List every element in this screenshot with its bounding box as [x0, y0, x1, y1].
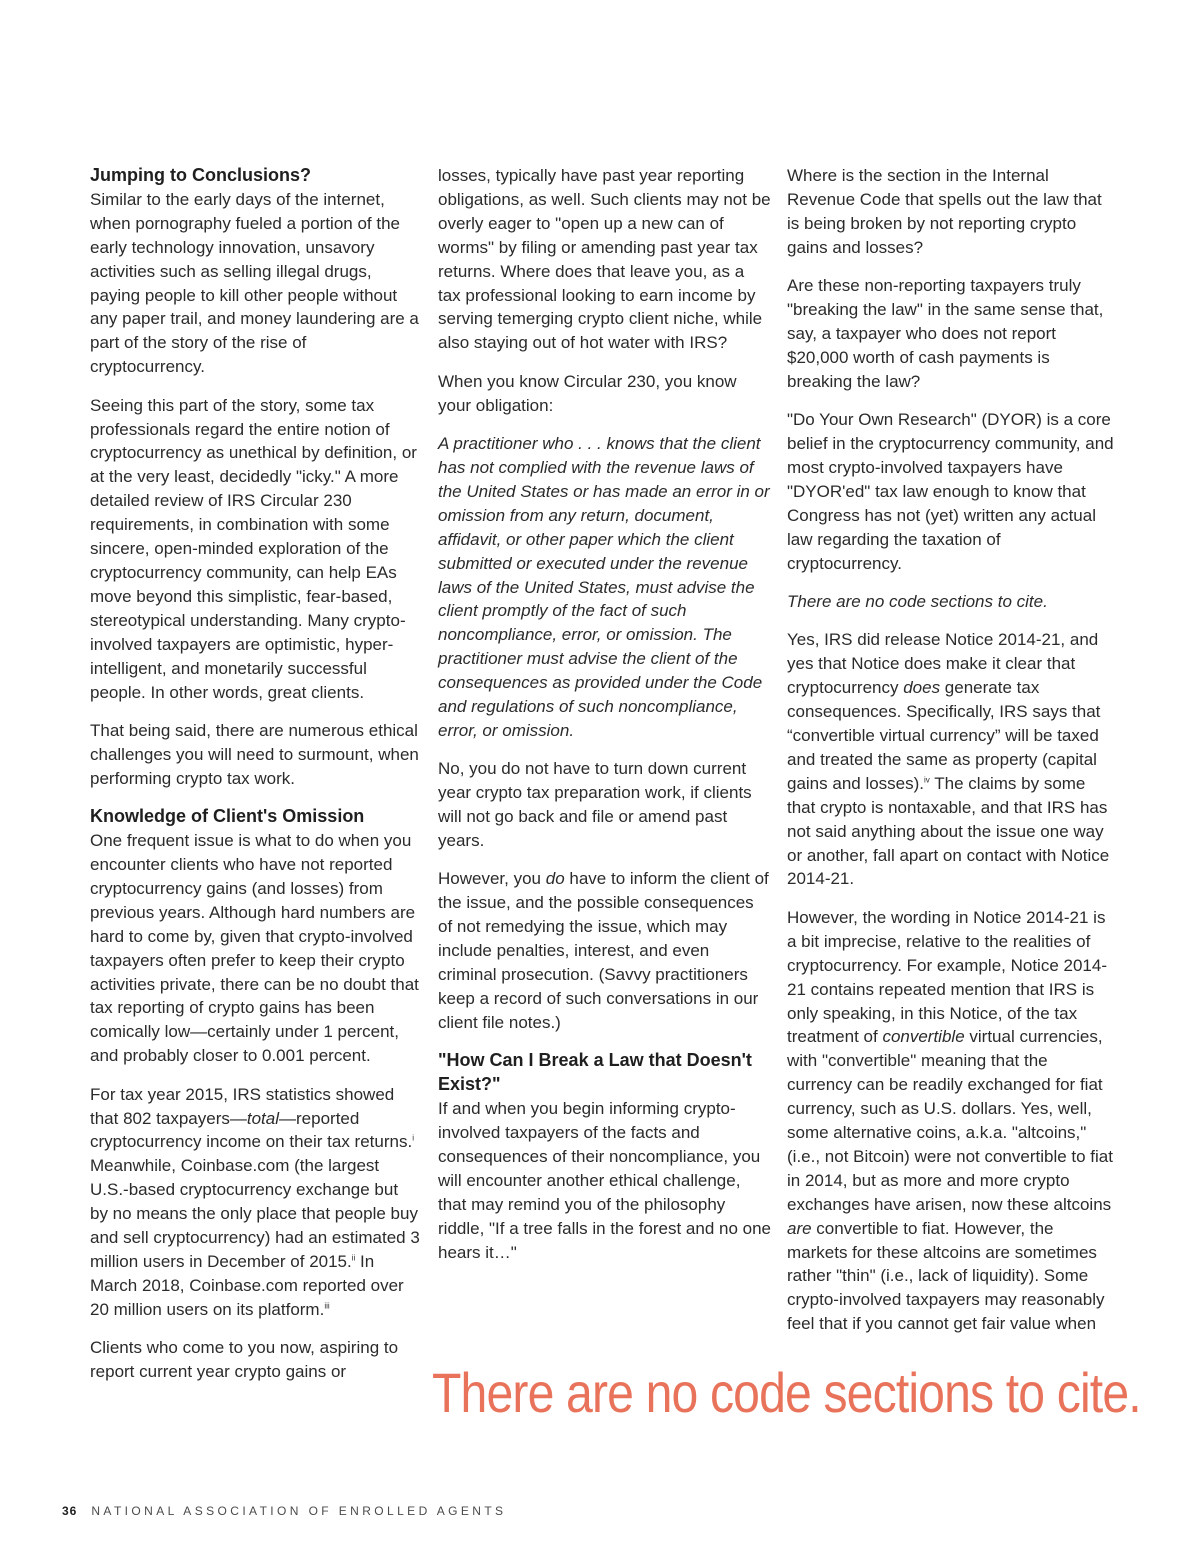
- paragraph: If and when you begin informing crypto-involved taxpayers of the facts and consequences of their noncompliance, you will encounter another ethical challenge, that may remind you of the philosophy riddle, "If a tree falls in the forest and no one hears it…": [438, 1099, 772, 1262]
- heading-jumping-to-conclusions: Jumping to Conclusions?: [90, 165, 311, 185]
- paragraph: One frequent issue is what to do when you encounter clients who have not reported cryptocurrency gains (and losses) from previous years. Although hard numbers are hard to come by, given that crypto-involved taxpayers often prefer to keep their crypto activities private, there can be no doubt that tax reporting of crypto gains has been comically low—certainly under 1 percent, and probably closer to 0.001 percent.: [90, 831, 419, 1066]
- endnote-ref-i: i: [412, 1133, 414, 1143]
- endnote-ref-ii: ii: [351, 1253, 356, 1263]
- endnote-ref-iv: iv: [924, 775, 930, 785]
- paragraph: Where is the section in the Internal Revenue Code that spells out the law that is being broken by not reporting crypto gains and losses?: [787, 166, 1102, 257]
- circular-230-quote: A practitioner who . . . knows that the client has not complied with the revenue laws of the United States or has made an error in or omission from any return, document, affidavit, or other paper which the client submitted or executed under the revenue laws of the United States, must advise the client promptly of the fact of such noncompliance, error, or omission. The practitioner must advise the client of the consequences as provided under the Code and regulations of such noncompliance, error, or omission.: [438, 434, 770, 740]
- emphasis-does: does: [903, 678, 941, 698]
- text-run: However, the wording in Notice 2014-21 is a bit imprecise, relative to the realities of cryptocurrency. For example, Notice 2014-21 contains repeated mention that IRS is only speaking, in this Notice, of the tax treatment of: [787, 907, 1107, 1047]
- emphasis-total: total: [246, 1108, 280, 1128]
- publication-name: NATIONAL ASSOCIATION OF ENROLLED AGENTS: [91, 1504, 507, 1518]
- column-3: [787, 164, 1117, 1351]
- text-run: Meanwhile, Coinbase.com (the largest U.S.-based cryptocurrency exchange but by no means the only place that people buy and sell cryptocurrency) had an estimated 3 million users in December of 2015.: [90, 1156, 420, 1271]
- paragraph: When you know Circular 230, you know your obligation:: [438, 371, 737, 415]
- text-run: have to inform the client of the issue, and the possible consequences of not remedying the issue, which may include penalties, interest, and even criminal prosecution. (Savvy practitioners keep a record of such conversations in our client file notes.): [438, 869, 769, 1032]
- paragraph-no-code-sections: There are no code sections to cite.: [787, 592, 1048, 611]
- paragraph: losses, typically have past year reporting obligations, as well. Such clients may not be overly eager to "open up a new can of worms" by filing or amending past year tax returns. Where does that leave you, as a tax professional looking to earn income by serving temerging crypto client niche, while also staying out of hot water with IRS?: [438, 166, 771, 353]
- endnote-ref-iii: iii: [324, 1301, 330, 1311]
- heading-knowledge-of-clients-omission: Knowledge of Client's Omission: [90, 806, 365, 827]
- paragraph: That being said, there are numerous ethical challenges you will need to surmount, when performing crypto tax work.: [90, 720, 419, 788]
- text-run: generate tax consequences. Specifically, IRS says that “convertible virtual currency” will be taxed and treated the same as property (capital gains and losses).: [787, 678, 1101, 793]
- paragraph: Are these non-reporting taxpayers truly "breaking the law" in the same sense that, say, a taxpayer who does not report $20,000 worth of cash payments is breaking the law?: [787, 276, 1104, 391]
- text-run: The claims by some that crypto is nontaxable, and that IRS has not said anything about the issue one way or another, fall apart on contact with Notice 2014-21.: [787, 773, 1110, 889]
- text-run: Yes, IRS did release Notice 2014-21, and yes that Notice does make it clear that cryptocurrency: [787, 630, 1099, 698]
- paragraph: "Do Your Own Research" (DYOR) is a core belief in the cryptocurrency community, and most crypto-involved taxpayers have "DYOR'ed" tax law enough to know that Congress has not (yet) written any actual law regarding the taxation of cryptocurrency.: [787, 410, 1114, 573]
- text-run: In March 2018, Coinbase.com reported over 20 million users on its platform.: [90, 1251, 404, 1319]
- paragraph: No, you do not have to turn down current year crypto tax preparation work, if clients will not go back and file or amend past years.: [438, 759, 752, 851]
- column-1: [90, 164, 420, 1399]
- column-2: [438, 164, 771, 1279]
- text-run: However, you: [438, 869, 546, 889]
- pull-quote: There are no code sections to cite.: [432, 1361, 1141, 1424]
- emphasis-convertible: convertible: [882, 1027, 965, 1047]
- paragraph: Similar to the early days of the internet, when pornography fueled a portion of the early technology innovation, unsavory activities such as selling illegal drugs, paying people to kill other people without any paper trail, and money laundering are a part of the story of the rise of cryptocurrency.: [90, 189, 419, 377]
- text-run: virtual currencies, with "convertible" meaning that the currency can be readily exchanged for fiat currency, such as U.S. dollars. Yes, well, some alternative coins, a.k.a. "altcoins," (i.e., not Bitcoin) were not convertible to fiat in 2014, but as more and more crypto exchanges have arisen, now these altcoins: [787, 1027, 1113, 1214]
- paragraph-irs-statistics: [90, 1083, 420, 1322]
- paragraph: Seeing this part of the story, some tax professionals regard the entire notion of cryptocurrency as unethical by definition, or at the very least, decidedly "icky." A more detailed review of IRS Circular 230 requirements, in combination with some sincere, open-minded exploration of the cryptocurrency community, can help EAs move beyond this simplistic, fear-based, stereotypical understanding. Many crypto-involved taxpayers are optimistic, hyper-intelligent, and monetarily successful people. In other words, great clients.: [90, 395, 417, 702]
- paragraph-wording-imprecise: [787, 906, 1117, 1336]
- paragraph: Clients who come to you now, aspiring to report current year crypto gains or: [90, 1338, 399, 1382]
- text-run: For tax year 2015, IRS statistics showed that 802 taxpayers—: [90, 1084, 395, 1128]
- heading-break-a-law: "How Can I Break a Law that Doesn't Exist?": [438, 1050, 752, 1095]
- paragraph-inform-client: [438, 867, 771, 1034]
- text-run: —reported cryptocurrency income on their tax returns.: [90, 1108, 413, 1152]
- page-footer: [62, 1503, 506, 1519]
- emphasis-do: do: [545, 869, 565, 889]
- page-number: 36: [62, 1504, 78, 1518]
- text-run: convertible to fiat. However, the markets for these altcoins are sometimes rather "thin" (i.e., lack of liquidity). Some crypto-involved taxpayers may reasonably feel that if you cannot get fair value when: [787, 1218, 1105, 1334]
- emphasis-are: are: [787, 1218, 812, 1238]
- paragraph-notice-2014-21: [787, 628, 1117, 891]
